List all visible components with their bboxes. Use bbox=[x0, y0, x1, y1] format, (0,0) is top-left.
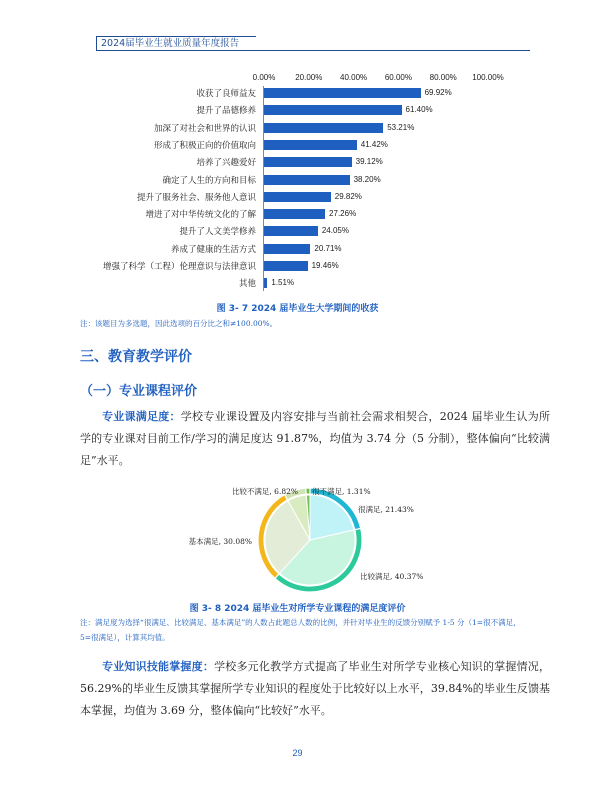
category-label: 增强了科学（工程）伦理意识与法律意识 bbox=[102, 262, 256, 272]
figure-3-7-note: 注：该题目为多选题，因此选项的百分比之和≠100.00%。 bbox=[80, 319, 278, 328]
bar-value-label: 24.05% bbox=[321, 226, 349, 236]
bar-value-label: 38.20% bbox=[353, 174, 381, 184]
category-label: 提升了品德修养 bbox=[196, 106, 256, 117]
pie-data-label: 很不满足, 1.31% bbox=[312, 487, 371, 496]
page-number: 29 bbox=[292, 748, 303, 758]
category-label: 提升了服务社会、服务他人意识 bbox=[136, 192, 256, 203]
category-label: 确定了人生的方向和目标 bbox=[162, 175, 256, 186]
bar-value-label: 53.21% bbox=[387, 122, 415, 132]
category-label: 提升了人文美学修养 bbox=[179, 227, 256, 238]
paragraph-lead: 专业知识技能掌握度： bbox=[102, 660, 215, 673]
bar-value-label: 19.46% bbox=[311, 261, 339, 270]
bar-value-label: 20.71% bbox=[314, 243, 342, 253]
harvest-bar-chart bbox=[0, 0, 595, 300]
bar-value-label: 27.26% bbox=[329, 209, 357, 219]
category-label: 培养了兴趣爱好 bbox=[196, 158, 256, 169]
subsection-title: （一）专业课程评价 bbox=[80, 384, 198, 399]
x-tick-label: 20.00% bbox=[295, 73, 323, 82]
figure-3-8-note: 注：满足度为选择“很满足、比较满足、基本满足”的人数占此题总人数的比例，并针对毕业生的反馈分别赋予 1-5 分（1=很不满足，5=很满足），计算其均值。 bbox=[80, 618, 521, 642]
satisfaction-pie-chart bbox=[0, 478, 595, 603]
bar bbox=[264, 278, 267, 288]
paragraph-knowledge-mastery bbox=[80, 656, 550, 722]
paragraph-lead: 专业课满足度： bbox=[102, 410, 181, 423]
pie-data-label: 很满足, 21.43% bbox=[358, 505, 414, 514]
pie-data-label: 基本满足, 30.08% bbox=[188, 537, 252, 546]
bar bbox=[264, 105, 402, 115]
x-tick-label: 80.00% bbox=[429, 73, 457, 82]
category-label: 加深了对社会和世界的认识 bbox=[153, 123, 256, 134]
category-label: 收获了良师益友 bbox=[196, 89, 256, 99]
x-tick-label: 0.00% bbox=[252, 73, 276, 82]
pie-data-label: 比较满足, 40.37% bbox=[360, 572, 424, 581]
category-label: 形成了积极正向的价值取向 bbox=[153, 140, 256, 151]
figure-3-7-caption: 图 3- 7 2024 届毕业生大学期间的收获 bbox=[216, 304, 379, 314]
bar bbox=[264, 209, 325, 219]
paragraph-course-satisfaction bbox=[80, 406, 550, 472]
header-title: 2024届毕业生就业质量年度报告 bbox=[101, 38, 240, 49]
bar bbox=[264, 192, 331, 202]
x-tick-label: 100.00% bbox=[472, 73, 504, 82]
category-label: 其他 bbox=[238, 279, 256, 290]
bar-value-label: 29.82% bbox=[334, 191, 362, 201]
bar-value-label: 69.92% bbox=[424, 88, 452, 97]
paragraph-text: 学校多元化教学方式提高了毕业生对所学专业核心知识的掌握情况，56.29%的毕业生反馈其掌握所学专业知识的程度处于比较好以上水平，39.84%的毕业生反馈基本掌握，均值为 3.69 分，整体偏向“比较好”水平。 bbox=[80, 660, 551, 717]
bar bbox=[264, 226, 318, 236]
bar bbox=[264, 88, 421, 98]
paragraph-text: 学校专业课设置及内容安排与当前社会需求相契合，2024 届毕业生认为所学的专业课对目前工作/学习的满足度达 91.87%，均值为 3.74 分（5 分制），整体偏向“比较满足”水平。 bbox=[80, 410, 550, 467]
pie-data-label: 比较不满足, 6.82% bbox=[231, 487, 298, 496]
section-title: 三、教育教学评价 bbox=[80, 349, 192, 365]
bar bbox=[264, 123, 383, 133]
bar-value-label: 1.51% bbox=[271, 278, 295, 288]
x-tick-label: 40.00% bbox=[340, 73, 368, 82]
bar-value-label: 41.42% bbox=[360, 139, 388, 149]
figure-3-8-caption: 图 3- 8 2024 届毕业生对所学专业课程的满足度评价 bbox=[189, 604, 406, 614]
category-label: 养成了健康的生活方式 bbox=[170, 244, 256, 255]
bar bbox=[264, 261, 308, 271]
category-label: 增进了对中华传统文化的了解 bbox=[145, 210, 256, 221]
bar bbox=[264, 140, 357, 150]
bar bbox=[264, 175, 350, 185]
pie-ring-segment bbox=[306, 488, 310, 494]
bar-value-label: 61.40% bbox=[405, 105, 433, 115]
x-tick-label: 60.00% bbox=[384, 73, 412, 82]
bar bbox=[264, 244, 310, 254]
bar bbox=[264, 157, 352, 167]
bar-value-label: 39.12% bbox=[355, 157, 383, 167]
y-axis-line bbox=[263, 86, 264, 291]
